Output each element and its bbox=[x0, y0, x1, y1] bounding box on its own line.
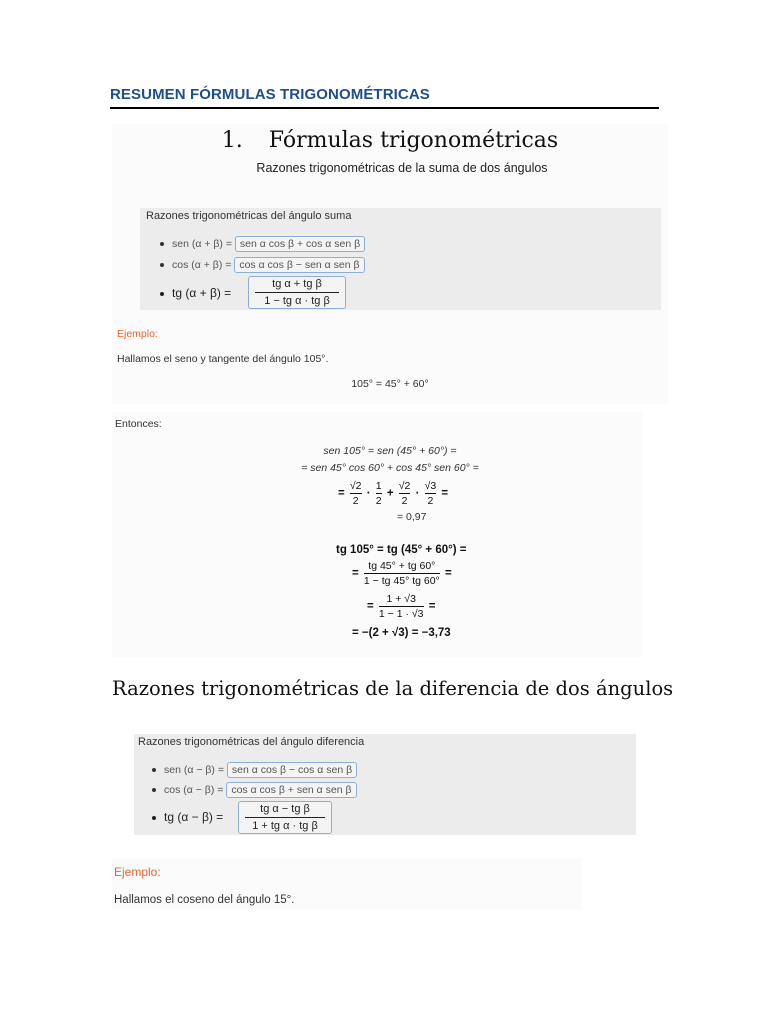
fraction bbox=[399, 480, 411, 507]
sen-calc-line2: = sen 45° cos 60° + cos 45° sen 60° = bbox=[301, 462, 479, 474]
section1-title: Fórmulas trigonométricas bbox=[268, 128, 559, 153]
equals-sign: = bbox=[444, 567, 452, 580]
fraction-bar bbox=[255, 292, 339, 293]
sum-sen-rhs: sen α cos β + cos α sen β bbox=[235, 236, 365, 252]
operator: = bbox=[441, 487, 449, 500]
sum-sen-formula bbox=[160, 236, 365, 252]
diff-box-title: Razones trigonométricas del ángulo diferencia bbox=[138, 736, 365, 748]
diff-cos-lhs: cos (α − β) = bbox=[164, 784, 224, 796]
equals-sign: = bbox=[338, 487, 345, 500]
numerator: tg 45° + tg 60° bbox=[368, 560, 436, 572]
diff-cos-rhs: cos α cos β + sen α sen β bbox=[226, 782, 356, 798]
numerator: 1 + √3 bbox=[386, 593, 416, 605]
denominator: 2 bbox=[352, 495, 359, 507]
tg-calc-line1: tg 105° = tg (45° + 60°) = bbox=[336, 544, 467, 556]
numerator: 1 bbox=[375, 480, 382, 492]
bullet bbox=[160, 242, 164, 246]
equals-sign: = bbox=[352, 567, 359, 580]
example1-label: Ejemplo: bbox=[117, 328, 158, 340]
section1-subtitle: Razones trigonométricas de la suma de dos ángulos bbox=[256, 161, 548, 175]
diff-tg-formula-lhs bbox=[152, 810, 223, 824]
example2-text: Hallamos el coseno del ángulo 15°. bbox=[114, 894, 295, 906]
diff-tg-denominator: 1 + tg α · tg β bbox=[252, 820, 318, 832]
diff-sen-lhs: sen (α − β) = bbox=[164, 764, 224, 776]
sum-tg-denominator: 1 − tg α · tg β bbox=[264, 295, 330, 307]
section1-number: 1. bbox=[221, 128, 243, 153]
diff-sen-rhs: sen α cos β − cos α sen β bbox=[227, 762, 357, 778]
fraction bbox=[376, 480, 382, 507]
diff-tg-numerator: tg α − tg β bbox=[260, 803, 310, 815]
numerator: √3 bbox=[424, 480, 437, 492]
fraction bbox=[379, 593, 424, 620]
fraction bbox=[425, 480, 437, 507]
sum-tg-fraction bbox=[248, 276, 346, 309]
denominator: 1 − tg 45° tg 60° bbox=[363, 575, 440, 587]
denominator: 2 bbox=[375, 495, 382, 507]
tg-calc-line3 bbox=[367, 593, 435, 620]
denominator: 1 − 1 · √3 bbox=[378, 608, 424, 620]
sen-result: = 0,97 bbox=[397, 511, 427, 523]
angle-decomposition: 105° = 45° + 60° bbox=[351, 378, 429, 390]
example2-label: Ejemplo: bbox=[114, 865, 161, 879]
sum-tg-lhs: tg (α + β) = bbox=[172, 286, 232, 300]
fraction bbox=[364, 560, 440, 587]
equals-sign: = bbox=[428, 600, 436, 613]
bullet bbox=[152, 788, 156, 792]
denominator: 2 bbox=[427, 495, 434, 507]
tg-calc-line2 bbox=[352, 560, 452, 587]
sum-cos-rhs: cos α cos β − sen α sen β bbox=[234, 257, 364, 273]
diff-sen-formula bbox=[152, 762, 357, 778]
section1-heading bbox=[112, 128, 668, 153]
sen-calc-line3 bbox=[338, 480, 448, 507]
document-title: RESUMEN FÓRMULAS TRIGONOMÉTRICAS bbox=[110, 86, 430, 103]
fraction bbox=[350, 480, 362, 507]
title-divider bbox=[110, 107, 659, 109]
bullet bbox=[160, 292, 164, 296]
sum-sen-lhs: sen (α + β) = bbox=[172, 238, 232, 250]
operator: + bbox=[386, 487, 394, 500]
numerator: √2 bbox=[349, 480, 362, 492]
diff-cos-formula bbox=[152, 782, 357, 798]
denominator: 2 bbox=[401, 495, 408, 507]
equals-sign: = bbox=[367, 600, 374, 613]
sum-tg-formula-lhs bbox=[160, 286, 231, 300]
numerator: √2 bbox=[398, 480, 411, 492]
sum-box-title: Razones trigonométricas del ángulo suma bbox=[146, 210, 352, 222]
bullet bbox=[152, 816, 156, 820]
diff-tg-fraction bbox=[238, 801, 332, 834]
fraction-bar bbox=[245, 817, 325, 818]
bullet bbox=[152, 768, 156, 772]
sum-tg-numerator: tg α + tg β bbox=[272, 278, 322, 290]
operator: · bbox=[415, 487, 420, 500]
then-label: Entonces: bbox=[115, 418, 162, 430]
sum-cos-lhs: cos (α + β) = bbox=[172, 259, 232, 271]
section2-title: Razones trigonométricas de la diferencia de dos ángulos bbox=[112, 677, 674, 700]
bullet bbox=[160, 263, 164, 267]
tg-calc-line4: = −(2 + √3) = −3,73 bbox=[352, 627, 451, 639]
sen-calc-line1: sen 105° = sen (45° + 60°) = bbox=[323, 445, 457, 457]
example1-text: Hallamos el seno y tangente del ángulo 105°. bbox=[117, 353, 329, 365]
sum-cos-formula bbox=[160, 257, 365, 273]
operator: · bbox=[366, 487, 371, 500]
diff-tg-lhs: tg (α − β) = bbox=[164, 810, 224, 824]
